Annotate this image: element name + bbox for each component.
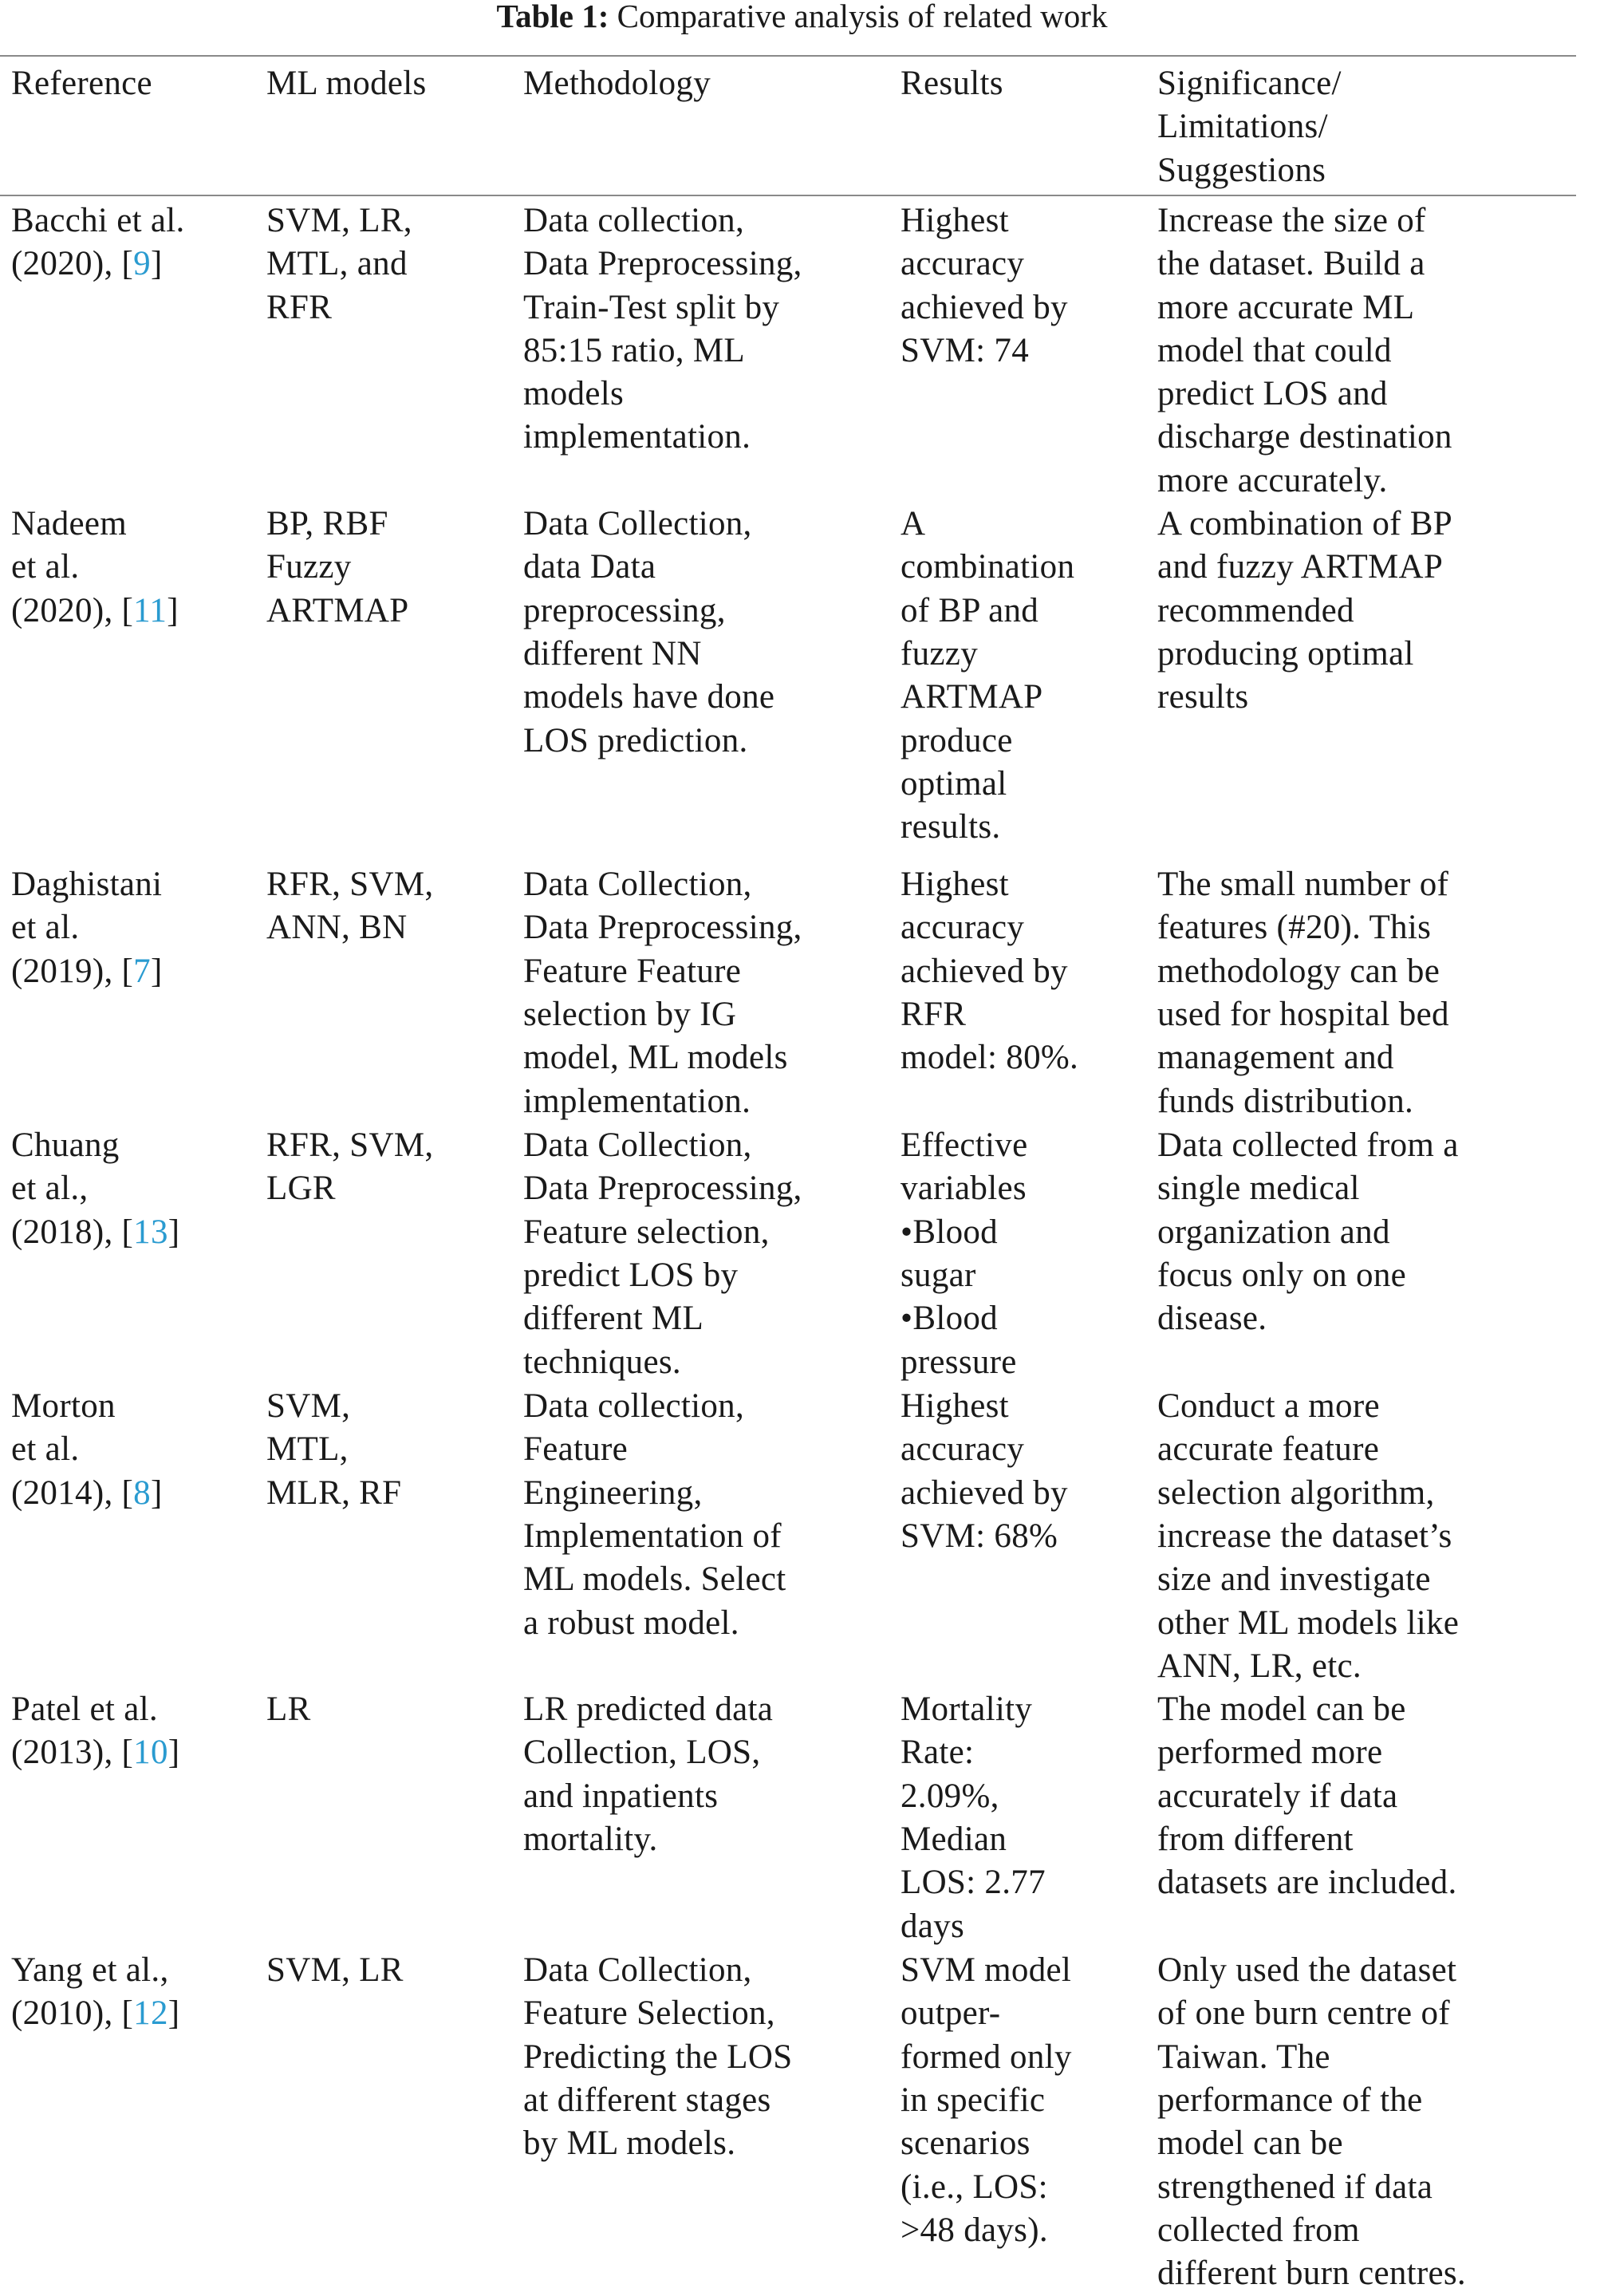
cell-significance — [1157, 1124, 1567, 1385]
cell-significance-line: different burn centres. — [1157, 2255, 1466, 2293]
table-caption — [0, 0, 1604, 34]
cell-results-line: scenarios — [901, 2124, 1031, 2163]
cell-methodology-line: implementation. — [523, 418, 751, 456]
cell-results-line: Mortality — [901, 1690, 1033, 1729]
cell-significance-line: more accurate ML — [1157, 288, 1415, 326]
citation-close-bracket: ] — [150, 245, 163, 283]
citation-close-bracket: ] — [150, 952, 163, 990]
cell-results-line: model: 80%. — [901, 1039, 1079, 1077]
cell-ml-models — [266, 863, 523, 1124]
reference-text: (2010), [ — [11, 1994, 134, 2033]
reference-text: (2013), [ — [11, 1734, 134, 1772]
cell-methodology-line: ML models. Select — [523, 1560, 786, 1599]
cell-results — [901, 199, 1157, 503]
cell-results — [901, 1688, 1157, 1949]
cell-significance-line: collected from — [1157, 2211, 1360, 2249]
table-row — [11, 1688, 1567, 1949]
cell-significance-line: single medical — [1157, 1170, 1360, 1208]
cell-methodology-line: and inpatients — [523, 1777, 719, 1815]
cell-reference — [11, 1124, 266, 1385]
cell-significance-line: Only used the dataset — [1157, 1951, 1457, 1990]
table-header-row — [11, 57, 1567, 199]
cell-results — [901, 1124, 1157, 1385]
cell-significance — [1157, 503, 1567, 863]
reference-text: et al. — [11, 1430, 80, 1469]
cell-significance-line: management and — [1157, 1039, 1394, 1077]
cell-methodology-line: Data Collection, — [523, 1951, 752, 1990]
table-row — [11, 199, 1567, 503]
cell-reference-line — [11, 546, 266, 589]
cell-ml-models — [266, 1124, 523, 1385]
cell-significance-line: organization and — [1157, 1213, 1390, 1251]
reference-text: Yang et al., — [11, 1951, 169, 1990]
cell-reference-line — [11, 1472, 266, 1515]
cell-methodology-line: preprocessing, — [523, 591, 726, 629]
cell-methodology-line: data Data — [523, 548, 656, 586]
cell-significance-line: The model can be — [1157, 1690, 1406, 1729]
cell-significance — [1157, 863, 1567, 1124]
cell-significance-line: model that could — [1157, 331, 1392, 369]
reference-text: (2014), [ — [11, 1473, 134, 1512]
citation-close-bracket: ] — [167, 1994, 180, 2033]
cell-methodology-line: Feature Selection, — [523, 1994, 775, 2033]
cell-results-line: Highest — [901, 1387, 1009, 1426]
cell-methodology-line: Feature Feature — [523, 952, 742, 990]
cell-results-line: produce — [901, 721, 1013, 759]
cell-reference — [11, 503, 266, 863]
table-body — [11, 199, 1567, 2296]
cell-significance-line: datasets are included. — [1157, 1864, 1457, 1902]
cell-significance-line: model can be — [1157, 2124, 1343, 2163]
citation-link[interactable]: 8 — [133, 1473, 151, 1512]
cell-significance-line: disease. — [1157, 1300, 1267, 1338]
cell-reference-line — [11, 950, 266, 993]
cell-reference — [11, 1949, 266, 2295]
cell-results-line: Highest — [901, 866, 1009, 904]
related-work-table — [11, 57, 1567, 2296]
cell-results-line: Effective — [901, 1126, 1028, 1165]
cell-significance — [1157, 1385, 1567, 1688]
cell-results-line: SVM: 74 — [901, 331, 1029, 369]
cell-methodology-line: by ML models. — [523, 2124, 736, 2163]
table-caption-label: Table 1: — [496, 0, 609, 34]
citation-link[interactable]: 11 — [133, 591, 167, 629]
cell-results-line: SVM: 68% — [901, 1517, 1058, 1555]
cell-reference-line — [11, 863, 266, 906]
cell-methodology-line: Data Collection, — [523, 505, 752, 543]
cell-ml-models — [266, 503, 523, 863]
cell-significance-line: size and investigate — [1157, 1560, 1431, 1599]
cell-results-line: ARTMAP — [901, 678, 1043, 716]
cell-results-line: optimal — [901, 764, 1007, 803]
cell-results-line: fuzzy — [901, 634, 978, 673]
cell-ml-models-line: LGR — [266, 1170, 336, 1208]
cell-ml-models-line: BP, RBF — [266, 505, 388, 543]
cell-reference-line — [11, 906, 266, 949]
cell-results-line: RFR — [901, 995, 967, 1033]
cell-significance-line: performed more — [1157, 1734, 1383, 1772]
cell-methodology-line: implementation. — [523, 1082, 751, 1120]
cell-results-line: achieved by — [901, 1473, 1068, 1512]
table-row — [11, 1124, 1567, 1385]
cell-methodology-line: LR predicted data — [523, 1690, 774, 1729]
cell-results-line: sugar — [901, 1256, 976, 1294]
reference-text: (2018), [ — [11, 1213, 134, 1251]
cell-ml-models — [266, 1385, 523, 1688]
cell-ml-models-line: SVM, — [266, 1387, 351, 1426]
table-row — [11, 1385, 1567, 1688]
cell-reference-line — [11, 1731, 266, 1774]
reference-text: et al. — [11, 909, 80, 947]
cell-methodology-line: Data Preprocessing, — [523, 1170, 802, 1208]
cell-results-line: achieved by — [901, 288, 1068, 326]
cell-significance-line: Conduct a more — [1157, 1387, 1380, 1426]
cell-methodology-line: selection by IG — [523, 995, 737, 1033]
cell-results-line: A — [901, 505, 926, 543]
cell-methodology — [523, 199, 901, 503]
cell-methodology-line: predict LOS by — [523, 1256, 739, 1294]
cell-ml-models-line: RFR — [266, 288, 333, 326]
cell-significance-line: predict LOS and — [1157, 375, 1388, 413]
cell-ml-models-line: Fuzzy — [266, 548, 352, 586]
cell-methodology — [523, 1688, 901, 1949]
cell-ml-models-line: MTL, and — [266, 245, 408, 283]
cell-significance-line: Increase the size of — [1157, 202, 1426, 239]
reference-text: Bacchi et al. — [11, 202, 185, 239]
cell-methodology-line: at different stages — [523, 2081, 771, 2120]
header-significance-line: Significance/ — [1157, 65, 1342, 102]
cell-results-line: >48 days). — [901, 2211, 1048, 2249]
cell-methodology-line: Predicting the LOS — [523, 2038, 793, 2076]
cell-results — [901, 1949, 1157, 2295]
cell-ml-models-line: SVM, LR, — [266, 202, 412, 239]
cell-results-line: accuracy — [901, 245, 1025, 283]
table-row — [11, 1949, 1567, 2295]
header-ml-models: ML models — [266, 65, 427, 102]
cell-results-line: •Blood — [901, 1213, 998, 1251]
cell-significance-line: methodology can be — [1157, 952, 1440, 990]
reference-text: Nadeem — [11, 505, 128, 543]
cell-significance-line: strengthened if data — [1157, 2168, 1433, 2206]
cell-significance-line: of one burn centre of — [1157, 1994, 1450, 2033]
cell-methodology-line: model, ML models — [523, 1039, 788, 1077]
cell-ml-models — [266, 1688, 523, 1949]
cell-significance — [1157, 199, 1567, 503]
cell-significance-line: other ML models like — [1157, 1604, 1460, 1642]
table-top-rule — [0, 55, 1576, 57]
cell-significance-line: from different — [1157, 1821, 1354, 1859]
cell-methodology-line: a robust model. — [523, 1604, 739, 1642]
cell-significance-line: Taiwan. The — [1157, 2038, 1330, 2076]
cell-significance-line: funds distribution. — [1157, 1082, 1414, 1120]
citation-close-bracket: ] — [167, 591, 179, 629]
cell-ml-models-line: ANN, BN — [266, 909, 408, 947]
cell-reference-line — [11, 1385, 266, 1428]
cell-ml-models-line: SVM, LR — [266, 1951, 404, 1990]
reference-text: Morton — [11, 1387, 116, 1426]
cell-methodology-line: models — [523, 375, 625, 413]
reference-text: (2020), [ — [11, 591, 134, 629]
reference-text: Chuang — [11, 1126, 120, 1165]
cell-methodology — [523, 1949, 901, 2295]
cell-methodology-line: Implementation of — [523, 1517, 782, 1555]
reference-text: Daghistani — [11, 866, 163, 904]
cell-methodology — [523, 503, 901, 863]
cell-methodology-line: Engineering, — [523, 1473, 703, 1512]
reference-text: et al., — [11, 1170, 89, 1208]
cell-reference-line — [11, 1428, 266, 1471]
cell-methodology-line: Feature — [523, 1430, 629, 1469]
cell-results-line: outper- — [901, 1994, 1001, 2033]
cell-ml-models-line: RFR, SVM, — [266, 1126, 434, 1165]
cell-reference — [11, 1688, 266, 1949]
cell-significance-line: ANN, LR, etc. — [1157, 1647, 1362, 1685]
cell-methodology — [523, 1385, 901, 1688]
cell-results-line: •Blood — [901, 1300, 998, 1338]
cell-reference-line — [11, 1688, 266, 1731]
citation-link[interactable]: 7 — [133, 952, 151, 990]
header-significance-line: Limitations/ — [1157, 108, 1328, 146]
cell-results-line: LOS: 2.77 — [901, 1864, 1046, 1902]
reference-text: Patel et al. — [11, 1690, 158, 1729]
cell-results-line: combination — [901, 548, 1075, 586]
citation-link[interactable]: 13 — [133, 1213, 168, 1251]
cell-ml-models-line: RFR, SVM, — [266, 866, 434, 904]
cell-significance-line: producing optimal — [1157, 634, 1414, 673]
cell-significance-line: recommended — [1157, 591, 1354, 629]
cell-ml-models-line: ARTMAP — [266, 591, 409, 629]
cell-significance-line: increase the dataset’s — [1157, 1517, 1452, 1555]
reference-text: (2020), [ — [11, 245, 134, 283]
cell-significance-line: performance of the — [1157, 2081, 1423, 2120]
cell-results-line: in specific — [901, 2081, 1046, 2120]
cell-reference-line — [11, 1949, 266, 1992]
cell-significance-line: used for hospital bed — [1157, 995, 1449, 1033]
cell-ml-models-line: LR — [266, 1690, 311, 1729]
cell-reference-line — [11, 1211, 266, 1254]
cell-results-line: days — [901, 1907, 965, 1945]
cell-methodology-line: different NN — [523, 634, 702, 673]
cell-significance-line: Data collected from a — [1157, 1126, 1459, 1165]
cell-significance — [1157, 1949, 1567, 2295]
cell-methodology-line: Collection, LOS, — [523, 1734, 761, 1772]
cell-ml-models — [266, 1949, 523, 2295]
header-significance-line: Suggestions — [1157, 151, 1326, 189]
cell-significance-line: and fuzzy ARTMAP — [1157, 548, 1444, 586]
cell-significance — [1157, 1688, 1567, 1949]
cell-ml-models-line: MTL, — [266, 1430, 349, 1469]
cell-methodology-line: mortality. — [523, 1821, 658, 1859]
cell-reference — [11, 199, 266, 503]
cell-methodology-line: Data Collection, — [523, 866, 752, 904]
cell-significance-line: results — [1157, 678, 1249, 716]
cell-reference-line — [11, 1124, 266, 1167]
cell-methodology-line: Data Collection, — [523, 1126, 752, 1165]
cell-results-line: variables — [901, 1170, 1027, 1208]
header-methodology: Methodology — [523, 65, 711, 102]
cell-results-line: Rate: — [901, 1734, 975, 1772]
cell-methodology-line: Data collection, — [523, 1387, 745, 1426]
cell-reference-line — [11, 1167, 266, 1210]
citation-link[interactable]: 9 — [133, 245, 151, 283]
header-results: Results — [901, 65, 1003, 102]
cell-significance-line: A combination of BP — [1157, 505, 1453, 543]
citation-link[interactable]: 10 — [133, 1734, 168, 1772]
reference-text: (2019), [ — [11, 952, 134, 990]
cell-results-line: Highest — [901, 202, 1009, 239]
cell-significance-line: selection algorithm, — [1157, 1473, 1435, 1512]
header-reference: Reference — [11, 65, 152, 102]
cell-methodology-line: Train-Test split by — [523, 288, 780, 326]
cell-methodology — [523, 1124, 901, 1385]
cell-reference-line — [11, 1992, 266, 2035]
cell-reference-line — [11, 243, 266, 286]
cell-results-line: achieved by — [901, 952, 1068, 990]
cell-significance-line: accurately if data — [1157, 1777, 1398, 1815]
cell-results-line: pressure — [901, 1343, 1017, 1381]
cell-significance-line: features (#20). This — [1157, 909, 1432, 947]
cell-ml-models — [266, 199, 523, 503]
cell-methodology-line: Data collection, — [523, 202, 745, 239]
cell-reference-line — [11, 503, 266, 546]
cell-reference-line — [11, 199, 266, 243]
cell-significance-line: discharge destination — [1157, 418, 1452, 456]
cell-reference — [11, 1385, 266, 1688]
cell-methodology-line: LOS prediction. — [523, 721, 748, 759]
citation-close-bracket: ] — [167, 1734, 180, 1772]
cell-results-line: formed only — [901, 2038, 1072, 2076]
cell-significance-line: more accurately. — [1157, 461, 1388, 499]
header-significance — [1157, 57, 1567, 199]
cell-methodology-line: Feature selection, — [523, 1213, 770, 1251]
cell-results — [901, 1385, 1157, 1688]
table-row — [11, 863, 1567, 1124]
citation-close-bracket: ] — [167, 1213, 180, 1251]
cell-methodology-line: techniques. — [523, 1343, 681, 1381]
citation-close-bracket: ] — [150, 1473, 163, 1512]
cell-results-line: of BP and — [901, 591, 1039, 629]
cell-significance-line: the dataset. Build a — [1157, 245, 1425, 283]
cell-results-line: 2.09%, — [901, 1777, 999, 1815]
cell-reference — [11, 863, 266, 1124]
reference-text: et al. — [11, 548, 80, 586]
citation-link[interactable]: 12 — [133, 1994, 168, 2033]
cell-results-line: accuracy — [901, 1430, 1025, 1469]
cell-methodology-line: Data Preprocessing, — [523, 245, 802, 283]
cell-results-line: accuracy — [901, 909, 1025, 947]
cell-significance-line: focus only on one — [1157, 1256, 1407, 1294]
cell-results-line: results. — [901, 808, 1001, 846]
cell-methodology-line: 85:15 ratio, ML — [523, 331, 745, 369]
cell-ml-models-line: MLR, RF — [266, 1473, 402, 1512]
cell-methodology — [523, 863, 901, 1124]
cell-results — [901, 503, 1157, 863]
cell-methodology-line: different ML — [523, 1300, 704, 1338]
cell-significance-line: The small number of — [1157, 866, 1449, 904]
cell-results-line: Median — [901, 1821, 1007, 1859]
table-caption-text: Comparative analysis of related work — [617, 0, 1108, 34]
cell-results — [901, 863, 1157, 1124]
cell-results-line: (i.e., LOS: — [901, 2168, 1048, 2206]
cell-results-line: SVM model — [901, 1951, 1072, 1990]
cell-significance-line: accurate feature — [1157, 1430, 1380, 1469]
cell-reference-line — [11, 590, 266, 633]
cell-methodology-line: Data Preprocessing, — [523, 909, 802, 947]
table-row — [11, 503, 1567, 863]
cell-methodology-line: models have done — [523, 678, 775, 716]
